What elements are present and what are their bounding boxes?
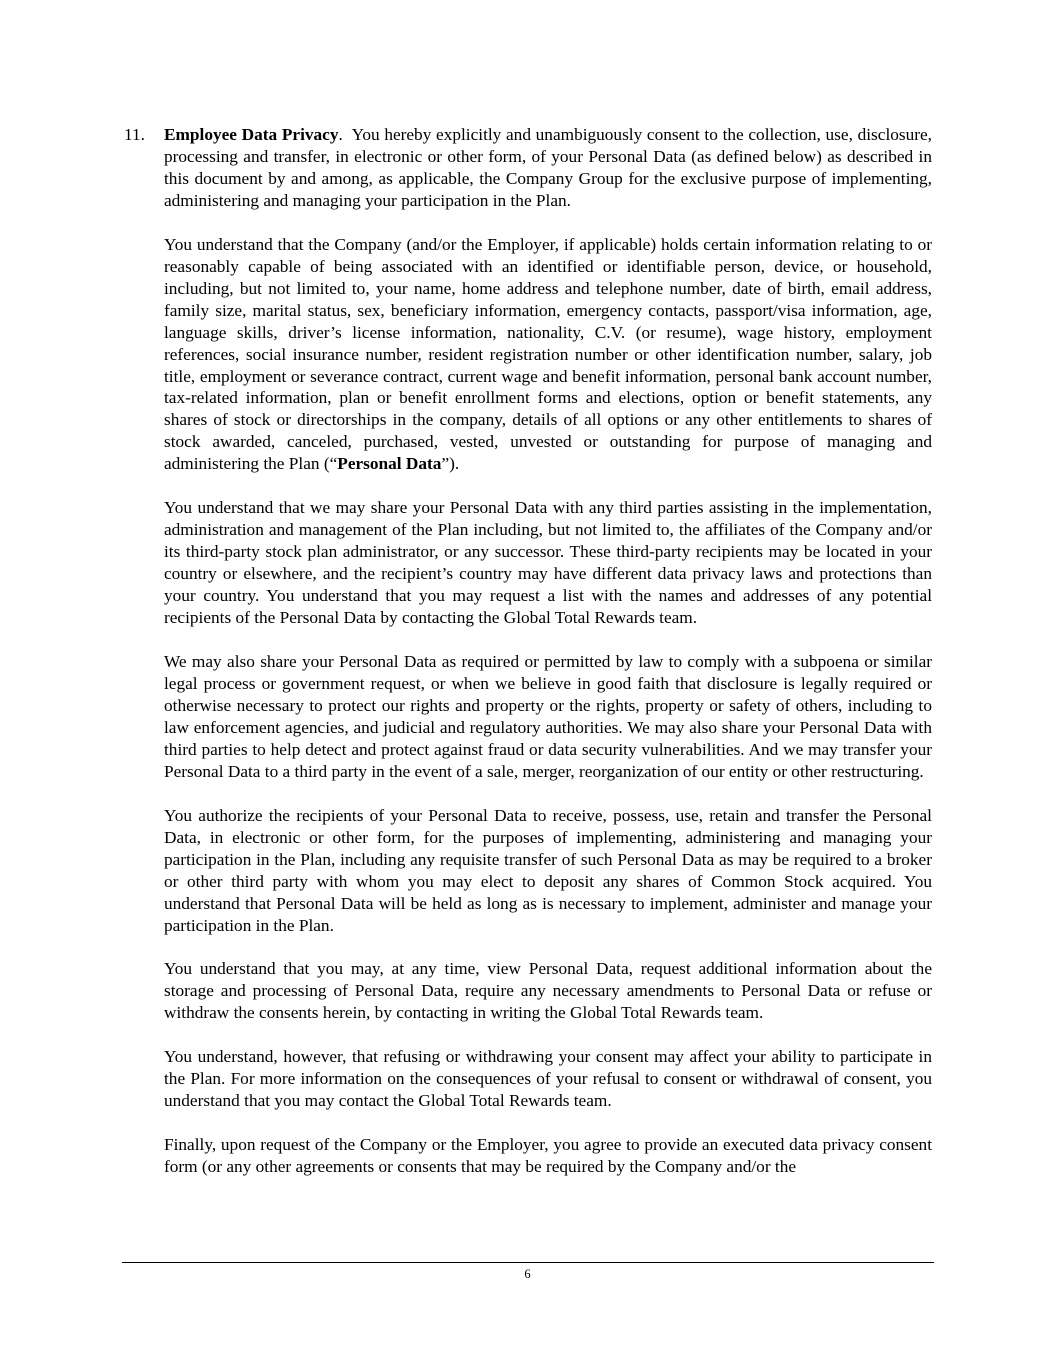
paragraph-personal-data-definition bbox=[164, 234, 932, 475]
section-employee-data-privacy bbox=[124, 124, 934, 1200]
paragraph-third-party-sharing: You understand that we may share your Personal Data with any third parties assisting in the implementation, administration and management of the Plan including, but not limited to, the affiliates of the Company and/or its third-party stock plan administrator, or any successor. These third-party recipients may be located in your country or elsewhere, and the recipient’s country may have different data privacy laws and protections than your country. You understand that you may request a list with the names and addresses of any potential recipients of the Personal Data by contacting the Global Total Rewards team. bbox=[164, 498, 932, 628]
section-body bbox=[164, 124, 932, 1178]
paragraph-access-rights: You understand that you may, at any time, view Personal Data, request additional information about the storage and processing of Personal Data, require any necessary amendments to Personal Data or refuse or withdraw the consents herein, by contacting in writing the Global Total Rewards team. bbox=[164, 959, 932, 1023]
section-heading: Employee Data Privacy bbox=[164, 125, 339, 144]
section-heading-suffix: . bbox=[338, 125, 343, 144]
paragraph-intro bbox=[164, 124, 932, 212]
footer-rule bbox=[122, 1262, 934, 1263]
section-number: 11. bbox=[124, 125, 145, 144]
definition-close-quote: ”). bbox=[441, 454, 460, 474]
defined-term-personal-data: Personal Data bbox=[337, 454, 442, 474]
definition-open-quote: (“ bbox=[323, 454, 338, 474]
paragraph-consent-form: Finally, upon request of the Company or the Employer, you agree to provide an executed data privacy consent form (or any other agreements or consents that may be required by the Company and/or the bbox=[164, 1135, 932, 1177]
page-number: 6 bbox=[524, 1267, 531, 1281]
paragraph-recipient-authorization: You authorize the recipients of your Personal Data to receive, possess, use, retain and transfer the Personal Data, in electronic or other form, for the purposes of implementing, administering and managing your participation in the Plan, including any requisite transfer of such Personal Data as may be required to a broker or other third party with whom you may elect to deposit any shares of Common Stock acquired. You understand that Personal Data will be held as long as is necessary to implement, administer and manage your participation in the Plan. bbox=[164, 805, 932, 935]
intro-text: You hereby explicitly and unambiguously consent to the collection, use, disclosure, processing and transfer, in electronic or other form, of your Personal Data (as defined below) as described in this document by and among, as applicable, the Company Group for the exclusive purpose of implementing, administering and managing your participation in the Plan. bbox=[164, 125, 932, 210]
personal-data-definition-text: You understand that the Company (and/or the Employer, if applicable) holds certain information relating to or reasonably capable of being associated with an identified or identifiable person, device, or household, including, but not limited to, your name, home address and telephone number, date of birth, email address, family size, marital status, sex, beneficiary information, emergency contacts, passport/visa information, age, language skills, driver’s license information, nationality, C.V. (or resume), wage history, employment references, social insurance number, resident registration number or other identification number, salary, job title, employment or severance contract, current wage and benefit information, personal bank account number, tax-related information, plan or benefit enrollment forms and elections, option or benefit statements, any shares of stock or directorships in the company, details of all options or any other entitlements to shares of stock awarded, canceled, purchased, vested, unvested or outstanding for purpose of managing and administering the Plan bbox=[164, 234, 932, 474]
paragraph-consent-withdrawal: You understand, however, that refusing or withdrawing your consent may affect your ability to participate in the Plan. For more information on the consequences of your refusal to consent or withdrawal of consent, you understand that you may contact the Global Total Rewards team. bbox=[164, 1047, 932, 1111]
paragraph-legal-disclosure: We may also share your Personal Data as required or permitted by law to comply with a subpoena or similar legal process or government request, or when we believe in good faith that disclosure is legally required or otherwise necessary to protect our rights and property or the rights, property or safety of others, including to law enforcement agencies, and judicial and regulatory authorities. We may also share your Personal Data with third parties to help detect and protect against fraud or data security vulnerabilities. And we may transfer your Personal Data to a third party in the event of a sale, merger, reorganization of our entity or other restructuring. bbox=[164, 652, 932, 781]
